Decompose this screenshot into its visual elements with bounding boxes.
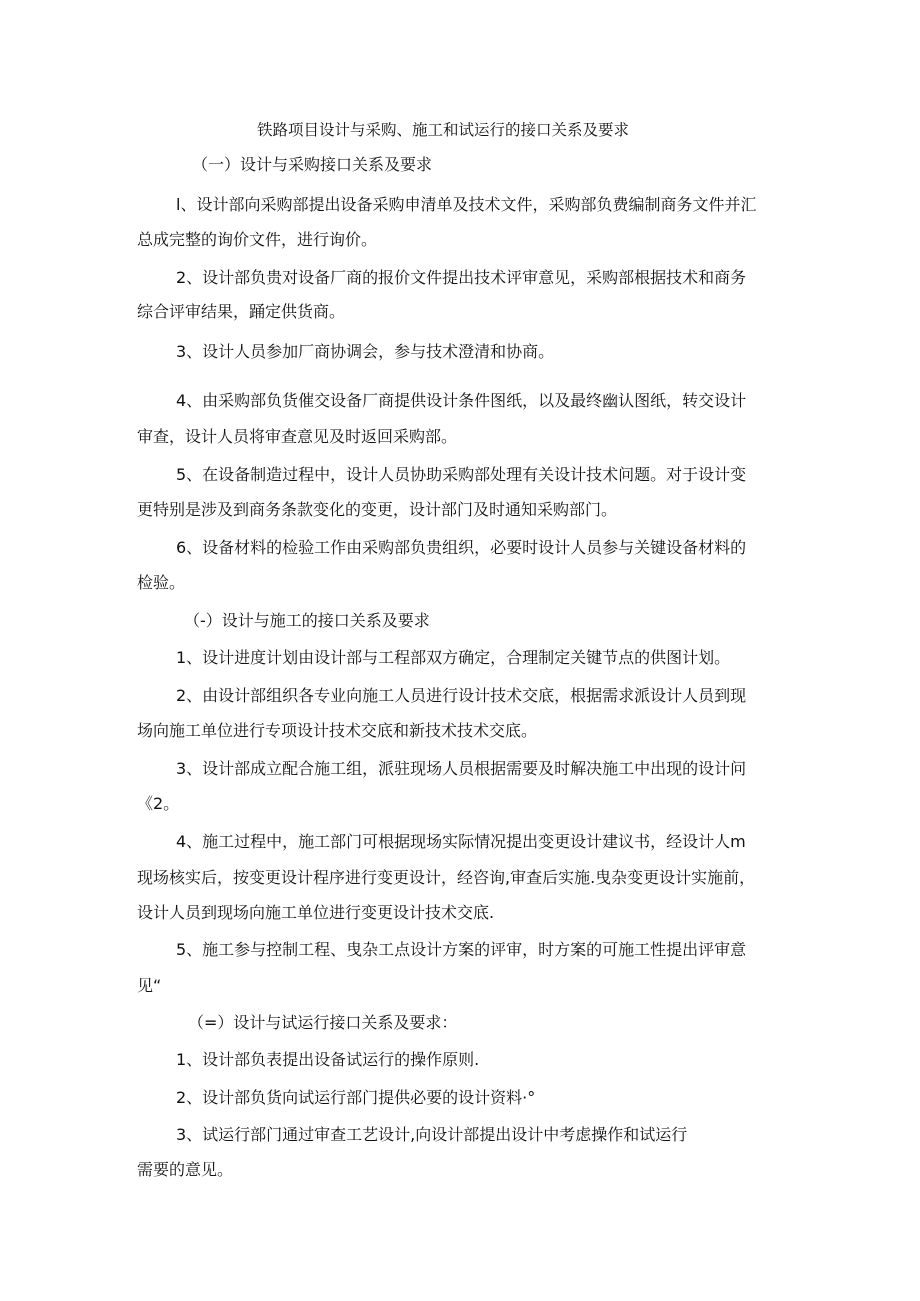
paragraph-line: 2、设计部负货向试运行部门提供必要的设计资料·° — [176, 1088, 536, 1107]
paragraph-line: 5、在设备制造过程中，设计人员协助采购部处理有关设计技术问题。对于设计变 — [176, 465, 747, 484]
paragraph-line: 3、设计人员参加厂商协调会，参与技术澄清和协商。 — [176, 342, 555, 361]
paragraph-line: 4、施工过程中，施工部门可根据现场实际情况提出变更设计建议书，经设计人m — [176, 832, 746, 851]
paragraph-line: 见“ — [137, 976, 162, 995]
paragraph-line: 检验。 — [137, 573, 186, 592]
paragraph-line: 更特别是涉及到商务条款变化的变更，设计部门及时通知采购部门。 — [137, 500, 618, 519]
paragraph-line: 审查，设计人员将审查意见及时返回采购部。 — [137, 427, 458, 446]
paragraph-line: 设计人员到现场向施工单位进行变更设计技术交底. — [137, 903, 495, 922]
paragraph-line: 总成完整的询价文件，进行询价。 — [137, 230, 378, 249]
paragraph-line: 场向施工单位进行专项设计技术交底和新技术技术交底。 — [137, 721, 538, 740]
paragraph-line: 6、设备材料的检验工作由采购部负贵组织，必要时设计人员参与关键设备材料的 — [176, 538, 747, 557]
document-title: 铁路项目设计与采购、施工和试运行的接口关系及要求 — [257, 121, 630, 139]
paragraph-line: 1、设计部负表提出设备试运行的操作原则. — [176, 1050, 480, 1069]
paragraph-line: 5、施工参与控制工程、曳杂工点设计方案的评审，时方案的可施工性提出评审意 — [176, 940, 747, 959]
paragraph-line: 《2。 — [137, 794, 180, 813]
section-heading-2: （-）设计与施工的接口关系及要求 — [184, 611, 430, 630]
paragraph-line: 3、设计部成立配合施工组，派驻现场人员根据需要及时解决施工中出现的设计问 — [176, 759, 747, 778]
section-heading-1: （一）设计与采购接口关系及要求 — [192, 155, 433, 174]
paragraph-line: l、设计部向采购部提出设备采购申清单及技术文件，采购部负费编制商务文件并汇 — [176, 195, 757, 214]
paragraph-line: 现场核实后，按变更设计程序进行变更设计，经咨询,审查后实施.曳杂变更设计实施前， — [137, 868, 756, 887]
paragraph-line: 4、由采购部负货催交设备厂商提供设计条件图纸，以及最终幽认图纸，转交设计 — [176, 391, 747, 410]
paragraph-line: 1、设计进度计划由设计部与工程部双方确定，合理制定关键节点的供图计划。 — [176, 648, 731, 667]
paragraph-line: 2、设计部负贵对设备厂商的报价文件提出技术评审意见，采购部根据技术和商务 — [176, 268, 747, 287]
paragraph-line: 3、试运行部门通过审查工艺设计,向设计部提出设计中考虑操作和试运行 — [176, 1125, 688, 1144]
paragraph-line: 2、由设计部组织各专业向施工人员进行设计技术交底，根据需求派设计人员到现 — [176, 686, 747, 705]
paragraph-line: 需要的意见。 — [137, 1160, 234, 1179]
section-heading-3: （=）设计与试运行接口关系及要求： — [188, 1013, 458, 1032]
paragraph-line: 综合评审结果，踊定供货商。 — [137, 302, 346, 321]
